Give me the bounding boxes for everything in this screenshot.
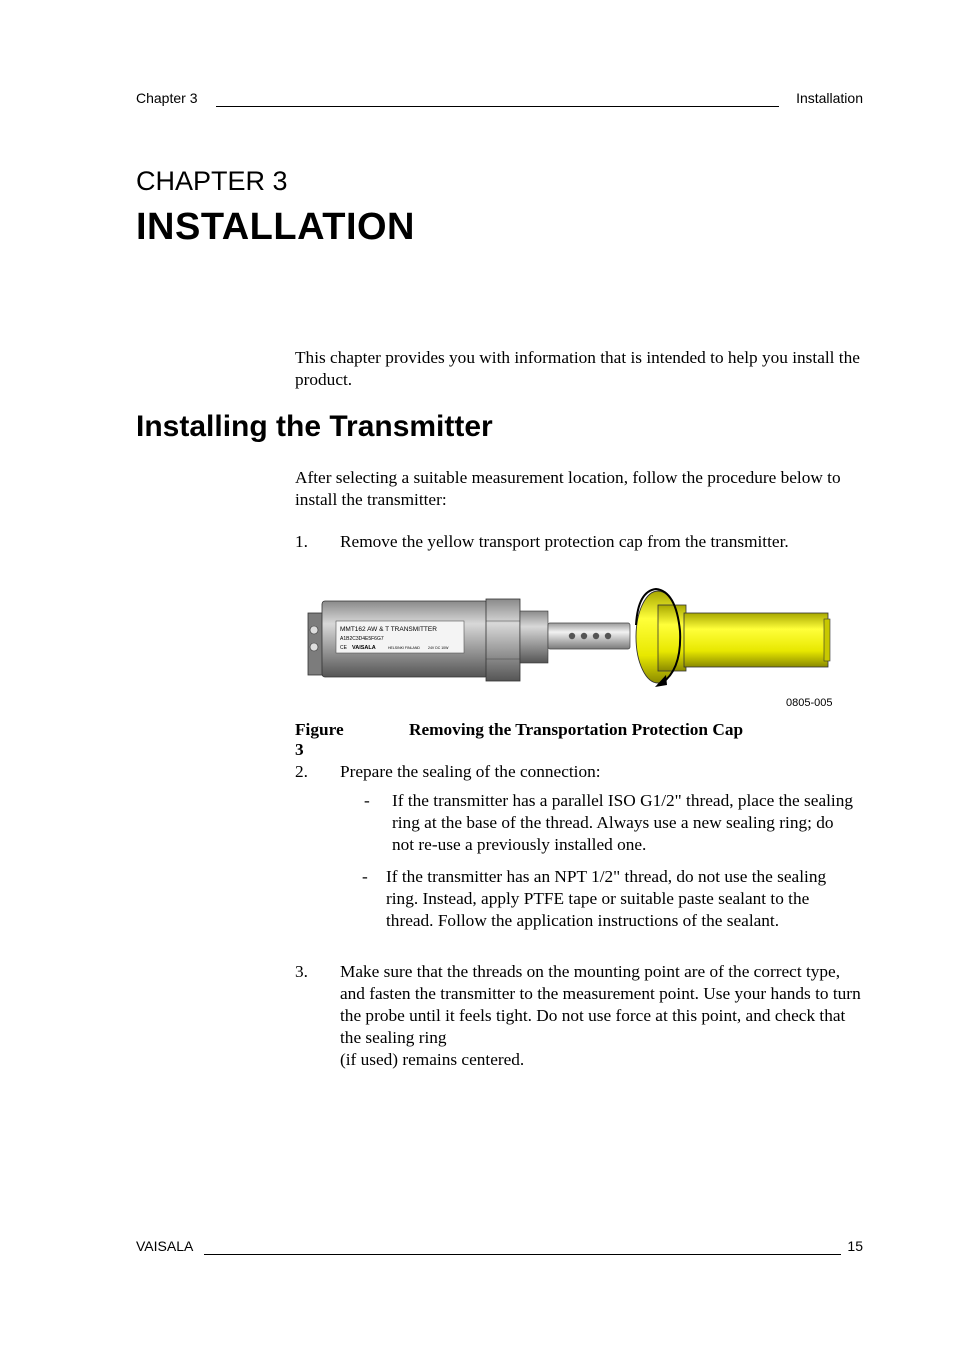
bullet-text: If the transmitter has an NPT 1/2" thread, do not use the sealing ring. Instead, apply PTFE tape or suitable paste sealant to the thread. Follow the application instructions of the sealant. <box>386 867 827 930</box>
page-number: 15 <box>847 1238 863 1254</box>
bullet-dash: - <box>362 867 368 886</box>
label-model: MMT162 AW & T TRANSMITTER <box>340 626 437 633</box>
hex-nut <box>486 599 520 681</box>
bullet-dash: - <box>364 791 370 810</box>
section-heading: Installing the Transmitter <box>136 410 493 443</box>
bullet-text: If the transmitter has a parallel ISO G1/2" thread, place the sealing ring at the base of the thread. Always use a new sealing ring; do not re-use a previously installed one. <box>392 791 853 854</box>
label-voltage: 24V DC 10W <box>428 646 449 650</box>
step-text-continued: (if used) remains centered. <box>340 1050 525 1069</box>
step-number: 3. <box>295 962 308 981</box>
page-footer <box>136 1238 863 1258</box>
step-text: Remove the yellow transport protection cap from the transmitter. <box>340 532 789 551</box>
footer-rule <box>204 1254 841 1255</box>
chapter-label: CHAPTER 3 <box>136 166 288 196</box>
step-number: 2. <box>295 762 308 781</box>
thread-section <box>520 611 548 663</box>
step-body <box>340 961 865 1071</box>
step-text: Prepare the sealing of the connection: <box>340 762 601 781</box>
label-serial: A1B2C3D4E5F6G7 <box>340 636 384 642</box>
product-label <box>336 621 464 653</box>
label-brand: VAISALA <box>352 645 376 651</box>
chapter-title: INSTALLATION <box>136 206 415 248</box>
yellow-protection-cap <box>636 591 830 683</box>
transmitter-figure <box>300 585 845 705</box>
figure-code: 0805-005 <box>786 697 833 709</box>
figure-number: Figure 3 <box>295 720 344 759</box>
page-header <box>136 90 863 110</box>
header-chapter: Chapter 3 <box>136 90 198 106</box>
step-number: 1. <box>295 532 308 551</box>
label-city: HELSINKI FINLAND <box>388 646 420 650</box>
section-lead: After selecting a suitable measurement location, follow the procedure below to install the transmitter: <box>295 468 841 509</box>
probe-tip <box>548 623 630 649</box>
header-section: Installation <box>796 90 863 106</box>
intro-paragraph: This chapter provides you with information that is intended to help you install the product. <box>295 348 860 389</box>
figure-title: Removing the Transportation Protection Cap <box>409 720 744 739</box>
header-rule <box>216 106 779 107</box>
step-text: Make sure that the threads on the mounting point are of the correct type, and fasten the transmitter to the measurement point. Use your hands to turn the probe until it feels tight. Do not use force at this point, and check that the sealing ring <box>340 962 861 1047</box>
footer-brand: VAISALA <box>136 1238 194 1254</box>
ce-mark-icon: CE <box>340 645 347 651</box>
